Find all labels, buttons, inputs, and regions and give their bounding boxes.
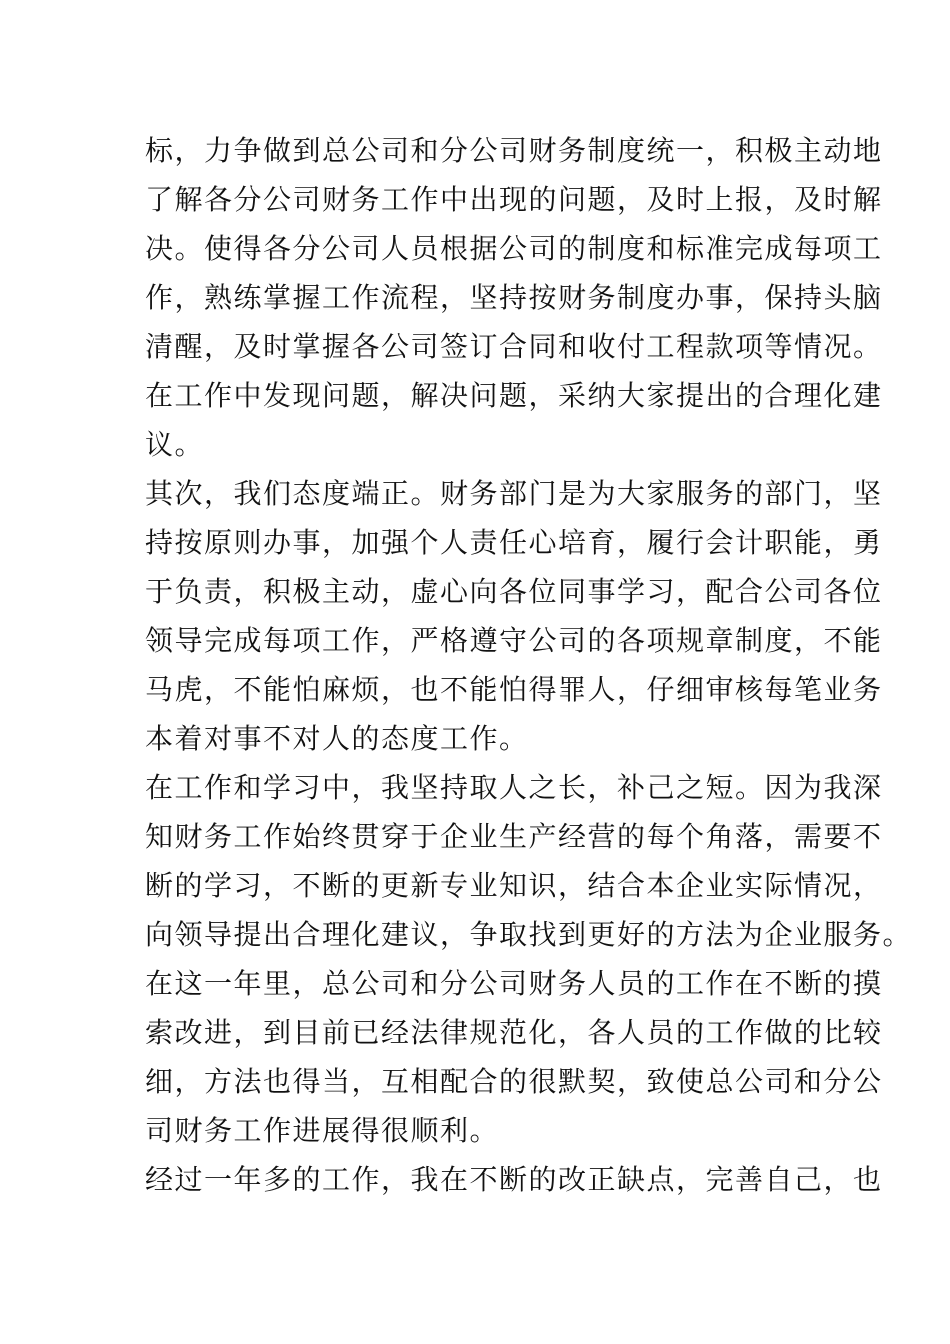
text-line: 本着对事不对人的态度工作。 <box>145 722 529 755</box>
text-line: 决。使得各分公司人员根据公司的制度和标准完成每项工 <box>145 232 883 265</box>
text-line: 马虎，不能怕麻烦，也不能怕得罪人，仔细审核每笔业务 <box>145 673 883 706</box>
text-line: 作，熟练掌握工作流程，坚持按财务制度办事，保持头脑 <box>145 281 883 314</box>
text-line: 其次，我们态度端正。财务部门是为大家服务的部门，坚 <box>145 477 883 510</box>
text-line: 议。 <box>145 428 205 461</box>
text-line: 细，方法也得当，互相配合的很默契，致使总公司和分公 <box>145 1065 883 1098</box>
text-line: 向领导提出合理化建议，争取找到更好的方法为企业服务。 <box>145 918 913 951</box>
text-line: 司财务工作进展得很顺利。 <box>145 1114 500 1147</box>
text-line: 在工作中发现问题，解决问题，采纳大家提出的合理化建 <box>145 379 883 412</box>
document-body <box>145 126 913 1204</box>
text-line: 索改进，到目前已经法律规范化，各人员的工作做的比较 <box>145 1016 883 1049</box>
text-line: 在工作和学习中，我坚持取人之长，补己之短。因为我深 <box>145 771 883 804</box>
text-line: 了解各分公司财务工作中出现的问题，及时上报，及时解 <box>145 183 883 216</box>
text-line: 经过一年多的工作，我在不断的改正缺点，完善自己，也 <box>145 1163 883 1196</box>
text-line: 清醒，及时掌握各公司签订合同和收付工程款项等情况。 <box>145 330 883 363</box>
text-line: 断的学习，不断的更新专业知识，结合本企业实际情况， <box>145 869 883 902</box>
text-line: 标，力争做到总公司和分公司财务制度统一，积极主动地 <box>145 134 883 167</box>
text-line: 于负责，积极主动，虚心向各位同事学习，配合公司各位 <box>145 575 883 608</box>
text-line: 知财务工作始终贯穿于企业生产经营的每个角落，需要不 <box>145 820 883 853</box>
text-line: 在这一年里，总公司和分公司财务人员的工作在不断的摸 <box>145 967 883 1000</box>
text-line: 持按原则办事，加强个人责任心培育，履行会计职能，勇 <box>145 526 883 559</box>
text-line: 领导完成每项工作，严格遵守公司的各项规章制度，不能 <box>145 624 883 657</box>
